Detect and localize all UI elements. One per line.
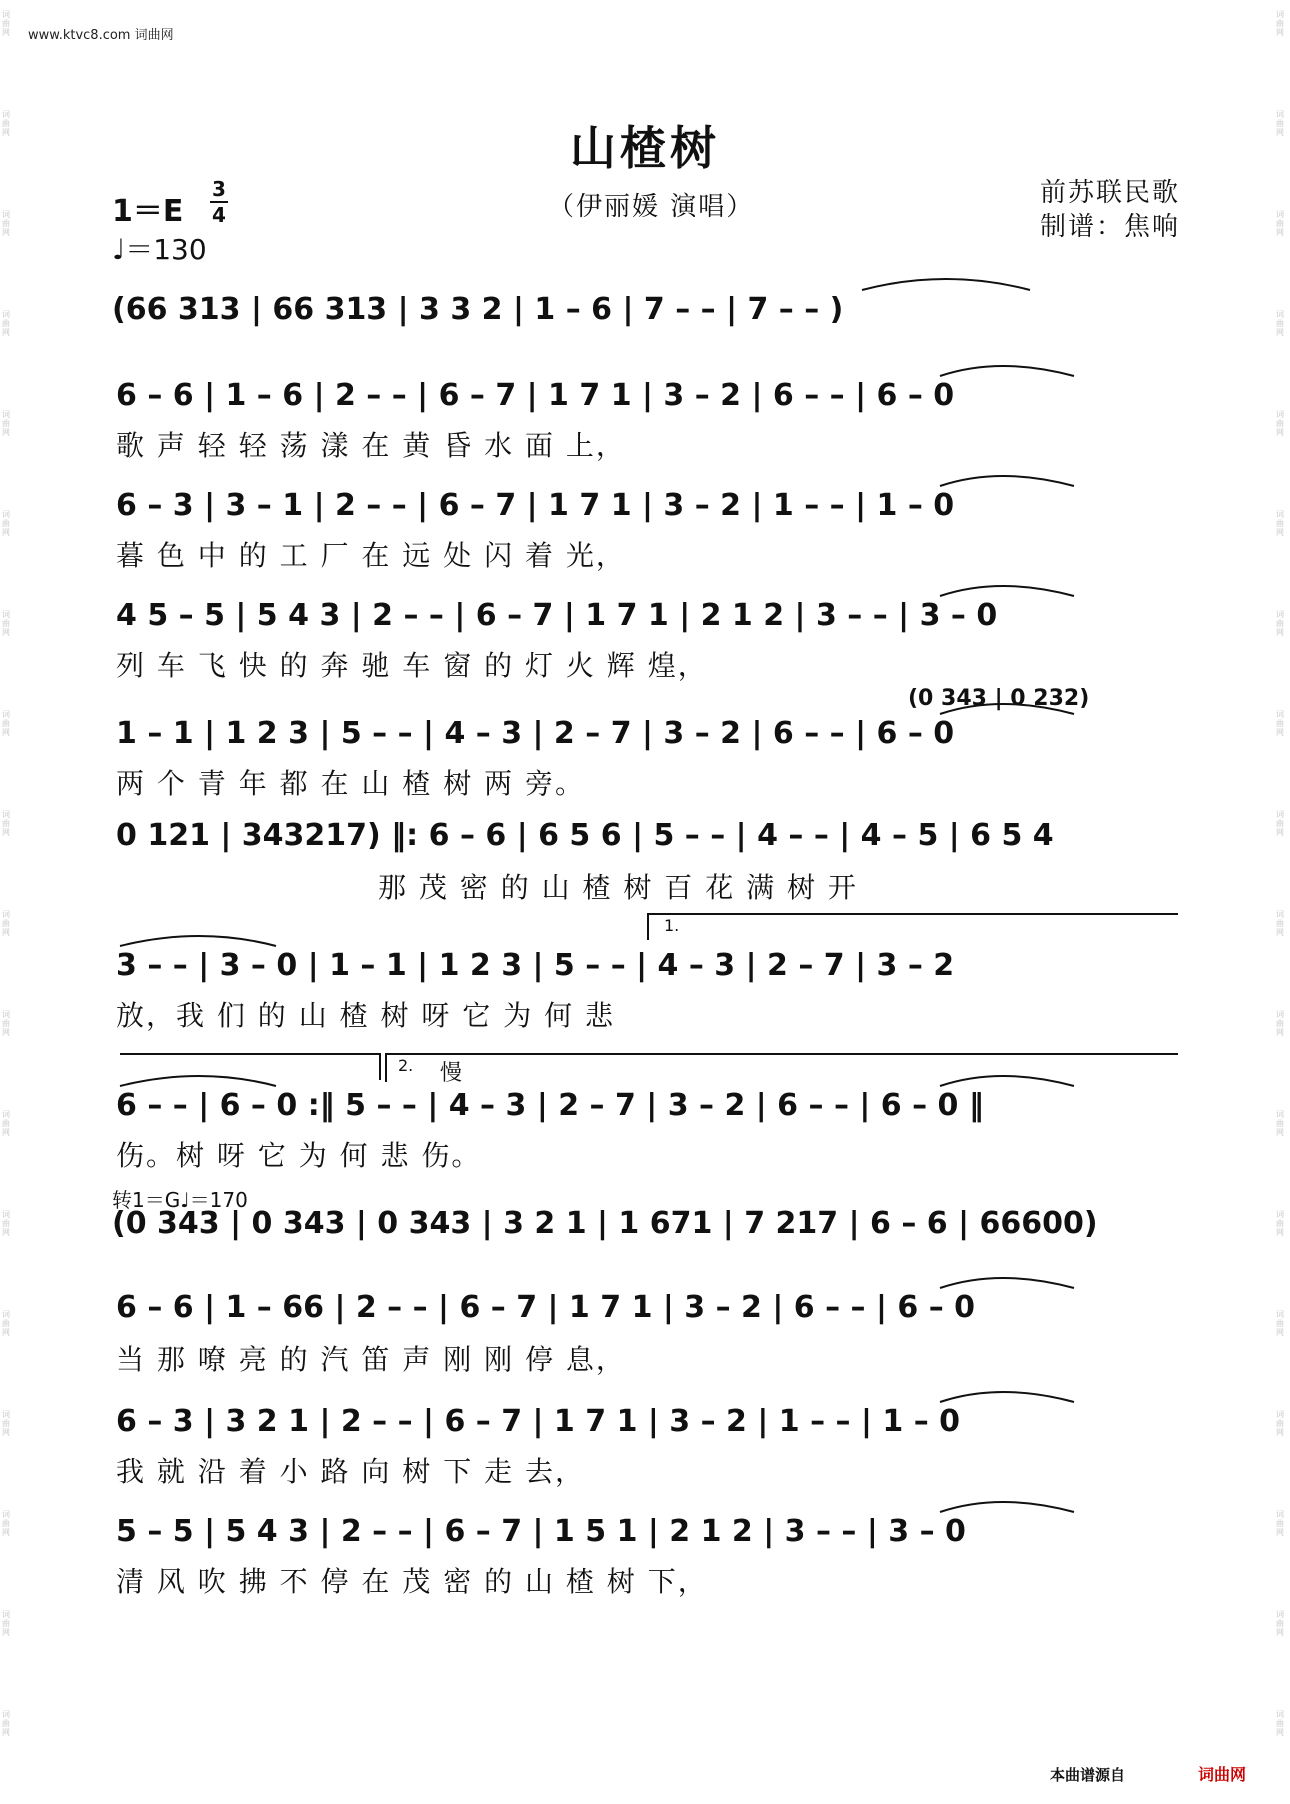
- watermark-text: 词曲网: [1276, 210, 1284, 237]
- tie-arc: [940, 366, 1074, 376]
- watermark-text: 词曲网: [1276, 1710, 1284, 1737]
- watermark-text: 词曲网: [2, 1610, 10, 1637]
- volta-one-bracket: [648, 914, 1178, 940]
- score-line-notes: 6 – 6 | 1 – 66 | 2 – – | 6 – 7 | 1 7 1 | 3 – 2 | 6 – – | 6 – 0: [116, 1290, 976, 1325]
- watermark-text: 词曲网: [2, 1310, 10, 1337]
- volta-one-label: 1.: [664, 916, 680, 935]
- tempo-marking: ♩＝130: [112, 233, 207, 266]
- tie-arc: [862, 279, 1030, 290]
- tie-arc: [940, 586, 1074, 596]
- source-url: www.ktvc8.com 词曲网: [28, 28, 174, 43]
- watermark-text: 词曲网: [2, 910, 10, 937]
- watermark-text: 词曲网: [2, 510, 10, 537]
- tie-arc: [940, 1502, 1074, 1512]
- watermark-text: 词曲网: [1276, 710, 1284, 737]
- tie-arc: [120, 1076, 276, 1086]
- tie-arc: [120, 936, 276, 946]
- watermark-text: 词曲网: [1276, 510, 1284, 537]
- time-signature: [210, 178, 228, 226]
- score-line-notes: (66 313 | 66 313 | 3 3 2 | 1 – 6 | 7 – – | 7 – – ): [112, 292, 844, 327]
- score-line-notes: 6 – – | 6 – 0 :‖ 5 – – | 4 – 3 | 2 – 7 | 3 – 2 | 6 – – | 6 – 0 ‖: [116, 1088, 984, 1123]
- score-line-lyrics: 当 那 嘹 亮 的 汽 笛 声 刚 刚 停 息，: [116, 1343, 626, 1376]
- watermark-text: 词曲网: [2, 10, 10, 37]
- watermark-text: 词曲网: [1276, 10, 1284, 37]
- score-line-lyrics: 歌 声 轻 轻 荡 漾 在 黄 昏 水 面 上，: [116, 429, 626, 462]
- watermark-text: 词曲网: [2, 1710, 10, 1737]
- watermark-text: 词曲网: [2, 210, 10, 237]
- score-line-notes: 6 – 3 | 3 – 1 | 2 – – | 6 – 7 | 1 7 1 | 3 – 2 | 1 – – | 1 – 0: [116, 488, 955, 523]
- score-line-notes: (0 343 | 0 343 | 0 343 | 3 2 1 | 1 671 | 7 217 | 6 – 6 | 66600): [112, 1206, 1098, 1241]
- score-line-notes: 3 – – | 3 – 0 | 1 – 1 | 1 2 3 | 5 – – | 4 – 3 | 2 – 7 | 3 – 2: [116, 948, 955, 983]
- origin-credit: 前苏联民歌: [1040, 178, 1181, 208]
- watermark-text: 词曲网: [2, 1110, 10, 1137]
- modulation-marking: 转1＝G♩＝170: [112, 1188, 248, 1212]
- score-line-lyrics: 列 车 飞 快 的 奔 驰 车 窗 的 灯 火 辉 煌，: [116, 649, 708, 682]
- watermark-text: 词曲网: [2, 310, 10, 337]
- page-title: 山楂树: [570, 121, 720, 175]
- time-signature-bottom: 4: [212, 203, 226, 227]
- watermark-text: 词曲网: [1276, 310, 1284, 337]
- time-signature-top: 3: [212, 177, 226, 201]
- watermark-text: 词曲网: [1276, 1510, 1284, 1537]
- slow-marking: 慢: [440, 1061, 463, 1086]
- footer-brand[interactable]: 词曲网: [1198, 1765, 1247, 1784]
- volta-two-bracket: [386, 1054, 1178, 1082]
- watermark-text: 词曲网: [2, 1410, 10, 1437]
- score-line-lyrics: 伤。树 呀 它 为 何 悲 伤。: [116, 1139, 482, 1172]
- score-line-lyrics: 放，我 们 的 山 楂 树 呀 它 为 何 悲: [116, 999, 616, 1032]
- score-line-lyrics: 暮 色 中 的 工 厂 在 远 处 闪 着 光，: [116, 539, 626, 572]
- watermark-text: 词曲网: [2, 610, 10, 637]
- volta-one-end-bracket: [120, 1054, 380, 1080]
- cue-notes: (0 343 | 0 232): [908, 686, 1090, 711]
- score-line-lyrics: 那 茂 密 的 山 楂 树 百 花 满 树 开: [378, 871, 858, 904]
- tie-arc: [940, 1392, 1074, 1402]
- tie-arc: [940, 1278, 1074, 1288]
- watermark-text: 词曲网: [1276, 110, 1284, 137]
- score-line-notes: 6 – 3 | 3 2 1 | 2 – – | 6 – 7 | 1 7 1 | 3 – 2 | 1 – – | 1 – 0: [116, 1404, 961, 1439]
- watermark-text: 词曲网: [1276, 1310, 1284, 1337]
- watermark-text: 词曲网: [1276, 910, 1284, 937]
- score-line-notes: 5 – 5 | 5 4 3 | 2 – – | 6 – 7 | 1 5 1 | 2 1 2 | 3 – – | 3 – 0: [116, 1514, 966, 1549]
- watermark-text: 词曲网: [1276, 1210, 1284, 1237]
- watermark-text: 词曲网: [2, 410, 10, 437]
- right-watermark-strip: [1274, 0, 1290, 1804]
- performer-credit: （伊丽媛 演唱）: [548, 192, 755, 222]
- score-line-notes: 4 5 – 5 | 5 4 3 | 2 – – | 6 – 7 | 1 7 1 | 2 1 2 | 3 – – | 3 – 0: [116, 598, 998, 633]
- watermark-text: 词曲网: [1276, 1010, 1284, 1037]
- left-watermark-strip: [0, 0, 16, 1804]
- score-line-lyrics: 清 风 吹 拂 不 停 在 茂 密 的 山 楂 树 下，: [116, 1565, 708, 1598]
- score-line-lyrics: 我 就 沿 着 小 路 向 树 下 走 去，: [116, 1455, 586, 1488]
- footer-source: 本曲谱源自: [1050, 1766, 1126, 1784]
- watermark-text: 词曲网: [2, 1210, 10, 1237]
- tie-arc: [940, 476, 1074, 486]
- tie-arc: [940, 1076, 1074, 1086]
- score-line-notes: 0 121 | 343217) ‖: 6 – 6 | 6 5 6 | 5 – – | 4 – – | 4 – 5 | 6 5 4: [116, 818, 1054, 853]
- watermark-text: 词曲网: [1276, 410, 1284, 437]
- score-line-lyrics: 两 个 青 年 都 在 山 楂 树 两 旁。: [116, 767, 586, 800]
- volta-two-label: 2.: [398, 1056, 414, 1075]
- key-signature: 1＝E: [112, 194, 184, 229]
- watermark-text: 词曲网: [2, 810, 10, 837]
- watermark-text: 词曲网: [2, 110, 10, 137]
- score-line-notes: 1 – 1 | 1 2 3 | 5 – – | 4 – 3 | 2 – 7 | 3 – 2 | 6 – – | 6 – 0: [116, 716, 955, 751]
- watermark-text: 词曲网: [1276, 1610, 1284, 1637]
- watermark-text: 词曲网: [1276, 1410, 1284, 1437]
- watermark-text: 词曲网: [1276, 610, 1284, 637]
- score-line-notes: 6 – 6 | 1 – 6 | 2 – – | 6 – 7 | 1 7 1 | 3 – 2 | 6 – – | 6 – 0: [116, 378, 955, 413]
- transcriber-credit: 制谱：焦响: [1040, 212, 1181, 242]
- watermark-text: 词曲网: [2, 710, 10, 737]
- watermark-text: 词曲网: [1276, 1110, 1284, 1137]
- watermark-text: 词曲网: [2, 1510, 10, 1537]
- watermark-text: 词曲网: [2, 1010, 10, 1037]
- watermark-text: 词曲网: [1276, 810, 1284, 837]
